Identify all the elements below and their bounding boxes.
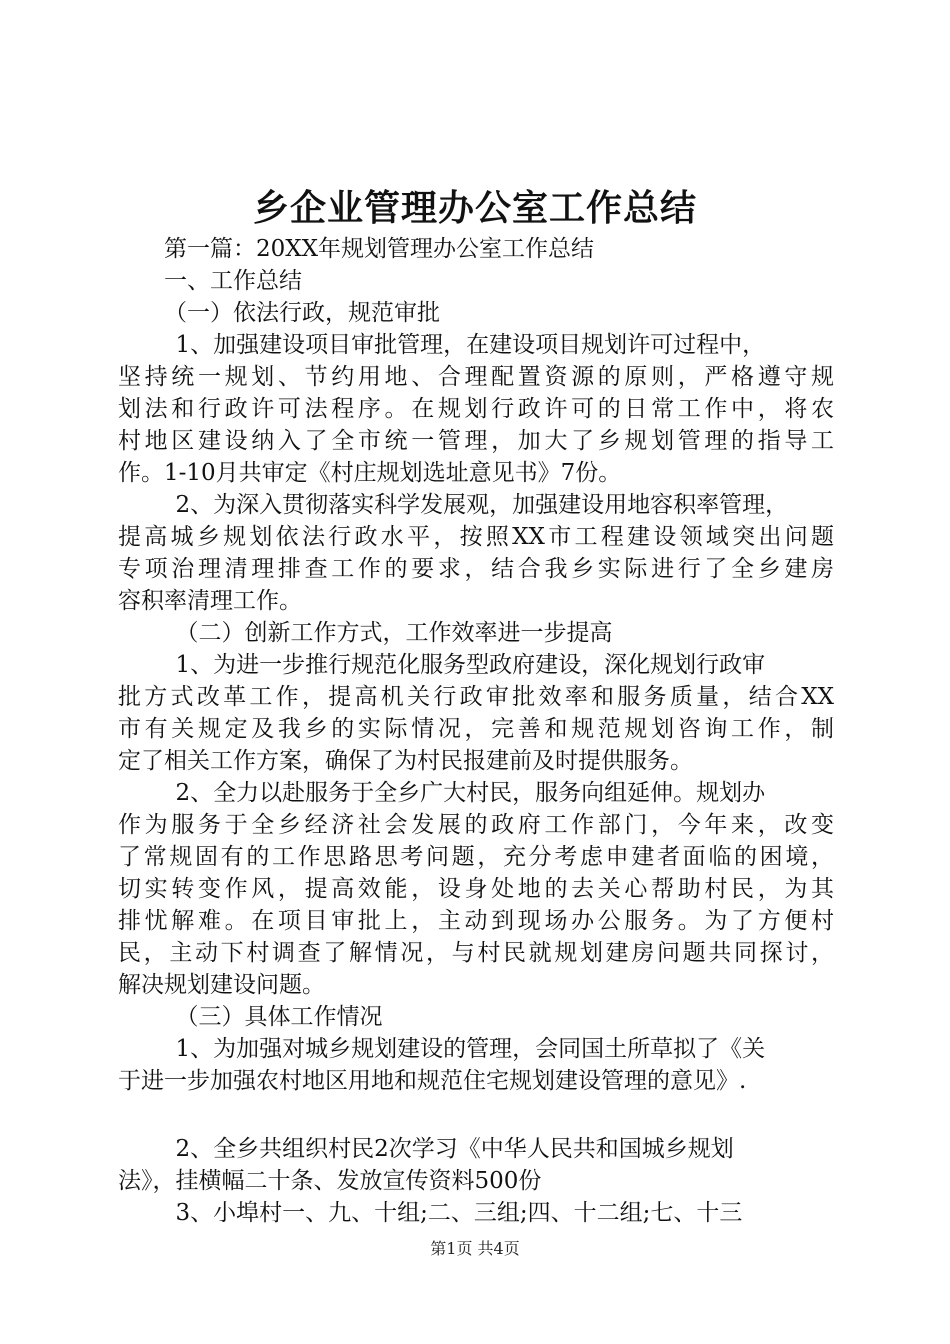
text-line: 批方式改革工作，提高机关行政审批效率和服务质量，结合XX (118, 684, 834, 710)
text-line: （三）具体工作情况 (175, 1004, 383, 1030)
text-line: 专项治理清理排查工作的要求，结合我乡实际进行了全乡建房 (118, 556, 834, 582)
text-line: 市有关规定及我乡的实际情况，完善和规范规划咨询工作，制 (118, 716, 834, 742)
text-line: 2、全乡共组织村民2次学习《中华人民共和国城乡规划 (175, 1136, 734, 1162)
text-line: 于进一步加强农村地区用地和规范住宅规划建设管理的意见》. (118, 1068, 747, 1094)
text-line: 2、为深入贯彻落实科学发展观，加强建设用地容积率管理， (175, 492, 789, 518)
document-body (118, 233, 834, 1229)
text-line: 容积率清理工作。 (118, 588, 302, 614)
text-line: （二）创新工作方式，工作效率进一步提高 (175, 620, 613, 646)
text-line: 2、全力以赴服务于全乡广大村民，服务向组延伸。规划办 (175, 780, 766, 806)
text-line: 作为服务于全乡经济社会发展的政府工作部门，今年来，改变 (118, 812, 834, 838)
text-line: 村地区建设纳入了全市统一管理，加大了乡规划管理的指导工 (118, 428, 834, 454)
text-line: 法》，挂横幅二十条、发放宣传资料500份 (118, 1168, 542, 1194)
text-line (118, 1097, 834, 1133)
text-line: 了常规固有的工作思路思考问题，充分考虑申建者面临的困境， (118, 844, 834, 870)
text-line: （一）依法行政，规范审批 (164, 300, 440, 326)
text-line: 1、加强建设项目审批管理，在建设项目规划许可过程中， (175, 332, 766, 358)
text-line: 定了相关工作方案，确保了为村民报建前及时提供服务。 (118, 748, 693, 774)
document-title: 乡企业管理办公室工作总结 (252, 187, 697, 229)
text-line: 坚持统一规划、节约用地、合理配置资源的原则，严格遵守规 (118, 364, 834, 390)
text-line: 划法和行政许可法程序。在规划行政许可的日常工作中，将农 (118, 396, 834, 422)
text-line: 1、为加强对城乡规划建设的管理，会同国土所草拟了《关 (175, 1036, 766, 1062)
text-line: 切实转变作风，提高效能，设身处地的去关心帮助村民，为其 (118, 876, 834, 902)
text-line: 提高城乡规划依法行政水平，按照XX市工程建设领域突出问题 (118, 524, 834, 550)
text-line: 3、小埠村一、九、十组;二、三组;四、十二组;七、十三 (175, 1200, 743, 1226)
text-line: 解决规划建设问题。 (118, 972, 325, 998)
text-line: 民，主动下村调查了解情况，与村民就规划建房问题共同探讨， (118, 940, 834, 966)
page-footer: 第1页 共4页 (430, 1239, 520, 1258)
text-line: 第一篇：20XX年规划管理办公室工作总结 (164, 236, 595, 262)
text-line: 排忧解难。在项目审批上，主动到现场办公服务。为了方便村 (118, 908, 834, 934)
text-line: 作。1-10月共审定《村庄规划选址意见书》7份。 (118, 460, 622, 486)
text-line: 一、工作总结 (164, 268, 302, 294)
text-line: 1、为进一步推行规范化服务型政府建设，深化规划行政审 (175, 652, 766, 678)
